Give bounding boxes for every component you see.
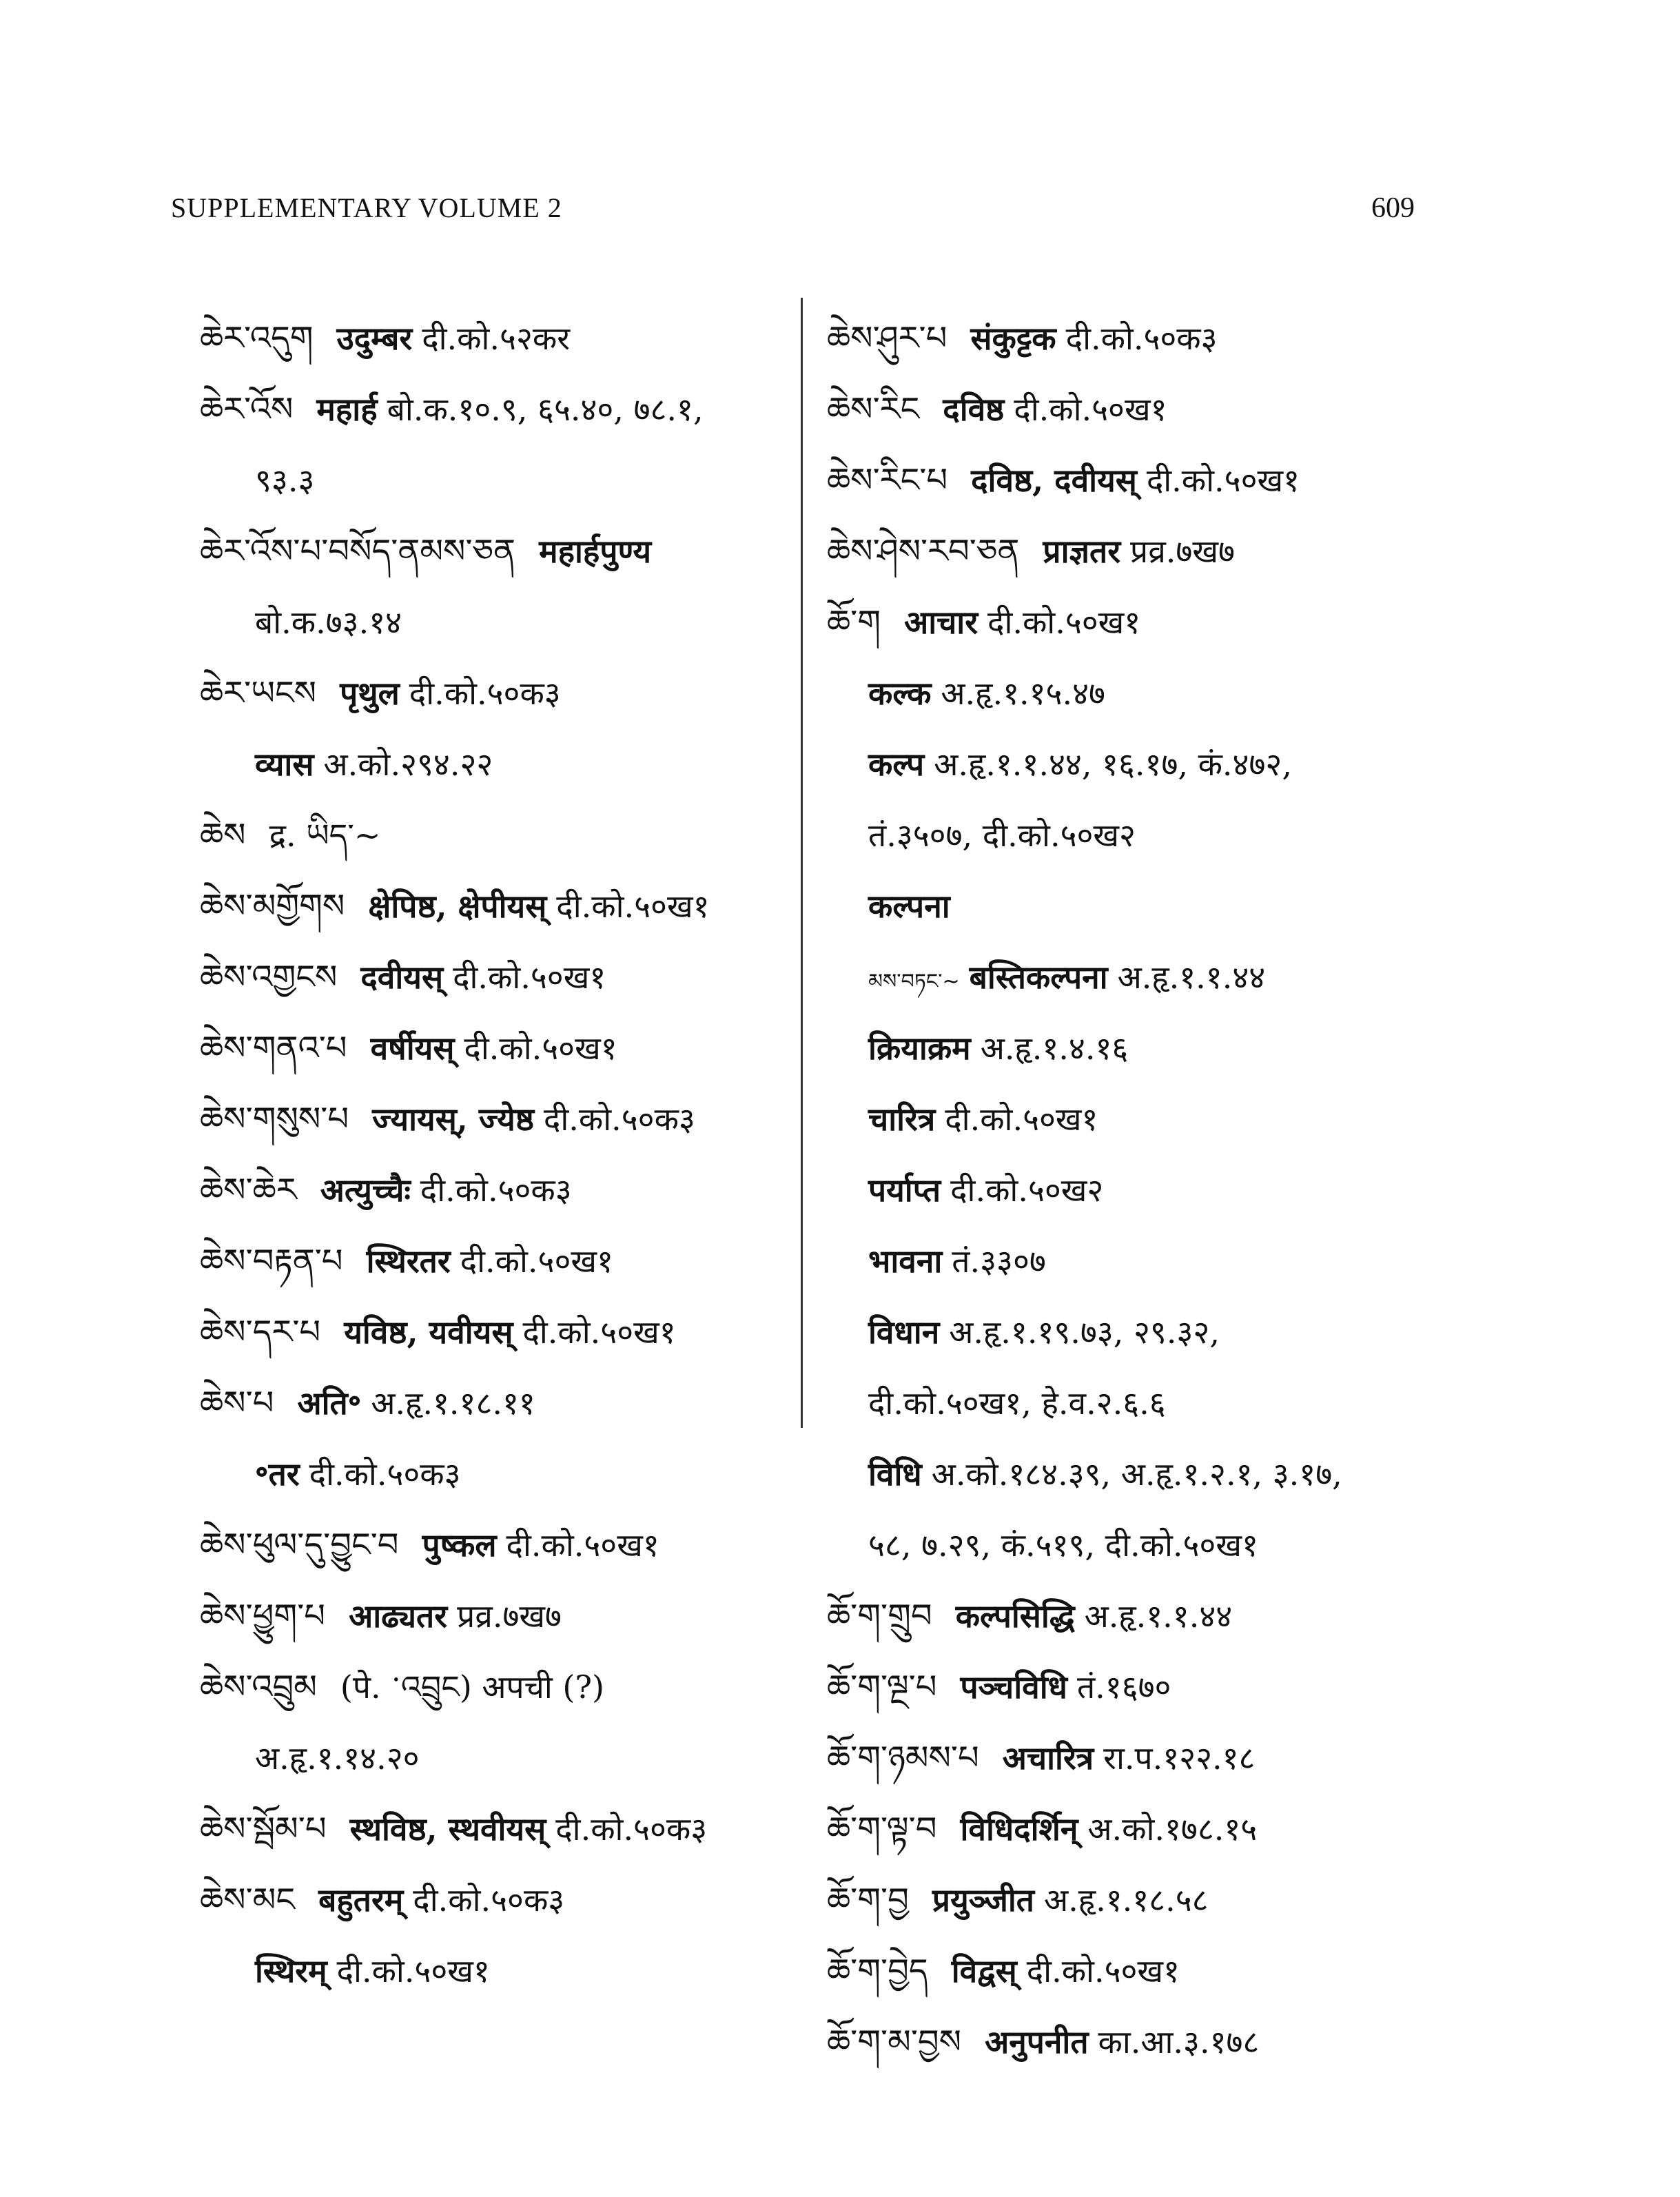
dictionary-line <box>200 658 786 729</box>
dictionary-line <box>200 1084 786 1155</box>
tibetan-sub-headword: མས་བཏང་~ <box>868 970 960 994</box>
tibetan-headword: ཆོ་ག་ཉམས་པ <box>827 1739 979 1777</box>
tibetan-headword: ཆེས་འབྲུམ <box>200 1668 317 1706</box>
sanskrit-equivalent: अति॰ <box>297 1384 362 1422</box>
tibetan-headword: ཆེས་རིང <box>827 390 920 429</box>
sanskrit-equivalent: बस्तिकल्पना <box>969 959 1108 996</box>
tibetan-headword: ཆེས་ཆེར <box>200 1171 297 1209</box>
sanskrit-equivalent: पर्याप्त <box>868 1172 941 1209</box>
dictionary-line <box>200 516 786 587</box>
tibetan-headword: ཆེས <box>200 816 246 855</box>
sanskrit-equivalent: विद्वस् <box>951 1952 1017 1990</box>
tibetan-headword: ཆེས་འགྱངས <box>200 958 338 997</box>
sanskrit-equivalent: विधान <box>868 1314 940 1351</box>
source-reference: द्र. ཡིད་~ <box>269 817 381 854</box>
dictionary-line <box>827 729 1488 800</box>
source-reference: दी.को.५०ख१ <box>1014 391 1167 428</box>
sanskrit-equivalent: कल्पसिद्धि <box>955 1597 1075 1635</box>
sanskrit-equivalent: विधिदर्शिन् <box>960 1810 1078 1848</box>
sanskrit-equivalent: कल्क <box>868 675 932 712</box>
sanskrit-equivalent: भावना <box>868 1243 943 1280</box>
source-reference: प्रव्र.७ख७ <box>1130 533 1235 570</box>
tibetan-headword: ཆེར་འདུག <box>200 319 314 358</box>
source-reference: दी.को.५२कर <box>422 320 571 357</box>
sanskrit-equivalent: उदुम्बर <box>336 320 413 357</box>
dictionary-line <box>200 800 786 871</box>
source-reference: दी.को.५०ख१ <box>460 1243 613 1280</box>
dictionary-line <box>827 658 1488 729</box>
tibetan-headword: ཆེས་རིང་པ <box>827 461 948 500</box>
tibetan-headword: ཆེས་པ <box>200 1384 274 1422</box>
tibetan-headword: ཆོ་ག་ལྔ་པ <box>827 1668 937 1706</box>
sanskrit-equivalent: बहुतरम् <box>318 1881 404 1919</box>
source-reference: अ.हृ.१.१.४४, १६.१७, कं.४७२, <box>934 746 1292 783</box>
tibetan-headword: ཆོ་ག་ལྟ་བ <box>827 1810 937 1848</box>
sanskrit-equivalent: अचारित्र <box>1002 1739 1094 1777</box>
source-reference: दी.को.५०ख१ <box>506 1526 659 1564</box>
right-column <box>827 303 1488 2078</box>
sanskrit-equivalent: अनुपनीत <box>985 2023 1089 2061</box>
dictionary-line <box>827 516 1488 587</box>
sanskrit-equivalent: चारित्र <box>868 1101 936 1138</box>
tibetan-headword: ཆེས་ཕུལ་དུ་བྱུང་བ <box>200 1526 399 1564</box>
tibetan-headword: ཆེས་གནའ་པ <box>200 1029 347 1067</box>
source-reference: दी.को.५०ख२ <box>950 1172 1104 1209</box>
dictionary-line <box>827 800 1488 871</box>
dictionary-line <box>200 1368 786 1439</box>
sanskrit-equivalent: कल्पना <box>868 888 950 925</box>
sanskrit-equivalent: यविष्ठ, यवीयस् <box>344 1314 513 1351</box>
source-reference: ९३.३ <box>255 462 315 499</box>
sanskrit-equivalent: महार्ह <box>316 391 378 428</box>
source-reference: तं.३३०७ <box>952 1243 1046 1280</box>
sanskrit-equivalent: स्थिरतर <box>366 1243 451 1280</box>
source-reference: दी.को.५०क३ <box>413 1881 565 1919</box>
dictionary-line <box>827 374 1488 445</box>
tibetan-headword: ཆོ་ག་གྲུབ <box>827 1597 932 1635</box>
dictionary-line <box>200 1865 786 1936</box>
source-reference: अ.हृ.१.१.४४ <box>1084 1597 1233 1635</box>
source-reference: बो.क.१०.९, ६५.४०, ७८.१, <box>387 391 704 428</box>
dictionary-line <box>827 2007 1488 2078</box>
sanskrit-equivalent: संकुट्टक <box>970 320 1056 357</box>
sanskrit-equivalent: क्षेपिष्ठ, क्षेपीयस् <box>368 888 547 925</box>
dictionary-line <box>200 374 786 445</box>
tibetan-headword: ཆོ་ག་མ་བྱས <box>827 2023 962 2061</box>
tibetan-headword: ཆེར་འོས <box>200 390 294 429</box>
source-reference: तं.१६७० <box>1076 1668 1171 1706</box>
dictionary-line <box>827 303 1488 374</box>
dictionary-line <box>827 1368 1488 1439</box>
dictionary-line <box>827 1084 1488 1155</box>
sanskrit-equivalent: दविष्ठ <box>943 391 1005 428</box>
tibetan-headword: ཆོ་ག <box>827 603 881 642</box>
dictionary-line <box>200 1652 786 1723</box>
source-reference: दी.को.५०क३ <box>1065 320 1218 357</box>
tibetan-headword: ཆེར་འོས་པ་བསོད་ནམས་ཅན <box>200 532 516 571</box>
dictionary-line <box>827 1794 1488 1865</box>
dictionary-line <box>827 1581 1488 1652</box>
source-reference: प्रव्र.७ख७ <box>457 1597 562 1635</box>
source-reference: अ.को.१७८.१५ <box>1087 1810 1258 1848</box>
dictionary-line <box>200 1297 786 1368</box>
dictionary-line <box>200 587 786 658</box>
sanskrit-equivalent: प्रयुञ्जीत <box>932 1881 1035 1919</box>
dictionary-line <box>827 942 1488 1013</box>
dictionary-line <box>827 445 1488 516</box>
sanskrit-equivalent: आढ्यतर <box>349 1597 448 1635</box>
dictionary-line <box>827 1155 1488 1226</box>
tibetan-headword: ཆེས་དར་པ <box>200 1313 321 1351</box>
dictionary-line <box>827 1723 1488 1794</box>
tibetan-headword: ཆེས་མང <box>200 1881 296 1919</box>
source-reference: दी.को.५०ख१ <box>987 604 1141 641</box>
page-number: 609 <box>1371 192 1415 224</box>
dictionary-line <box>200 1155 786 1226</box>
source-reference: (पे. ॱའབྲུང) अपची (?) <box>340 1668 604 1706</box>
source-reference: दी.को.५०क३ <box>543 1101 695 1138</box>
left-column <box>200 303 786 2007</box>
tibetan-headword: ཆེས་ཕྱུག་པ <box>200 1597 326 1635</box>
source-reference: दी.को.५०ख१ <box>1026 1952 1180 1990</box>
tibetan-headword: ཆེས་ཤུར་པ <box>827 319 947 358</box>
source-reference: बो.क.७३.१४ <box>255 604 402 641</box>
dictionary-line <box>200 1723 786 1794</box>
source-reference: दी.को.५०ख१ <box>336 1952 490 1990</box>
source-reference: का.आ.३.१७८ <box>1098 2023 1260 2061</box>
dictionary-line <box>827 1936 1488 2007</box>
dictionary-line <box>200 1439 786 1510</box>
sanskrit-equivalent: अत्युच्चैः <box>320 1172 411 1209</box>
source-reference: अ.को.१८४.३९, अ.हृ.१.२.१, ३.१७, <box>931 1455 1342 1493</box>
running-head: SUPPLEMENTARY VOLUME 2 <box>171 192 562 223</box>
source-reference: दी.को.५०क३ <box>420 1172 572 1209</box>
source-reference: दी.को.५०ख१ <box>556 888 710 925</box>
dictionary-line <box>827 1510 1488 1581</box>
dictionary-line <box>827 1865 1488 1936</box>
dictionary-line <box>827 1226 1488 1297</box>
tibetan-headword: ཆེས་གསུས་པ <box>200 1100 349 1138</box>
tibetan-headword: ཆེས་སྦོམ་པ <box>200 1810 327 1848</box>
source-reference: दी.को.५०ख१ <box>522 1314 676 1351</box>
source-reference: दी.को.५०क३ <box>409 675 561 712</box>
dictionary-line <box>827 1652 1488 1723</box>
dictionary-line <box>200 729 786 800</box>
dictionary-line <box>200 942 786 1013</box>
sanskrit-equivalent: व्यास <box>255 746 314 783</box>
tibetan-headword: ཆོ་ག་བྱེད <box>827 1952 928 1990</box>
sanskrit-equivalent: ॰तर <box>255 1455 300 1493</box>
source-reference: रा.प.१२२.१८ <box>1103 1739 1256 1777</box>
sanskrit-equivalent: पुष्कल <box>422 1526 497 1564</box>
source-reference: दी.को.५०ख१ <box>464 1030 617 1067</box>
sanskrit-equivalent: आचार <box>904 604 979 641</box>
tibetan-headword: ཆེས་བརྟན་པ <box>200 1242 343 1280</box>
dictionary-line <box>827 1297 1488 1368</box>
dictionary-line <box>200 445 786 516</box>
dictionary-line <box>827 1013 1488 1084</box>
sanskrit-equivalent: प्राज्ञतर <box>1043 533 1121 570</box>
sanskrit-equivalent: क्रियाक्रम <box>868 1030 971 1067</box>
source-reference: दी.को.५०ख१ <box>453 959 606 996</box>
sanskrit-equivalent: वर्षीयस् <box>370 1030 455 1067</box>
source-reference: दी.को.५०ख१ <box>1146 462 1300 499</box>
tibetan-headword: ཆེས་མགྱོགས <box>200 887 345 926</box>
dictionary-line <box>200 1581 786 1652</box>
sanskrit-equivalent: विधि <box>868 1455 922 1493</box>
source-reference: अ.हृ.१.४.१६ <box>980 1030 1129 1067</box>
source-reference: अ.हृ.१.१५.४७ <box>941 675 1105 712</box>
source-reference: दी.को.५०ख१, हे.व.२.६.६ <box>868 1384 1166 1422</box>
dictionary-line <box>200 1936 786 2007</box>
source-reference: दी.को.५०ख१ <box>945 1101 1098 1138</box>
source-reference: अ.हृ.१.१९.७३, २९.३२, <box>949 1314 1220 1351</box>
sanskrit-equivalent: स्थविष्ठ, स्थवीयस् <box>349 1810 546 1848</box>
source-reference: तं.३५०७, दी.को.५०ख२ <box>868 817 1136 854</box>
column-divider <box>801 298 803 1428</box>
tibetan-headword: ཆོ་ག་བྱ <box>827 1881 909 1919</box>
dictionary-line <box>200 1510 786 1581</box>
source-reference: दी.को.५०क३ <box>555 1810 708 1848</box>
source-reference: ५८, ७.२९, कं.५१९, दी.को.५०ख१ <box>868 1526 1258 1564</box>
sanskrit-equivalent: दविष्ठ, दवीयस् <box>971 462 1137 499</box>
dictionary-line <box>200 1226 786 1297</box>
sanskrit-equivalent: दवीयस् <box>360 959 444 996</box>
source-reference: अ.हृ.१.१८.५८ <box>1044 1881 1209 1919</box>
dictionary-line <box>827 1439 1488 1510</box>
source-reference: अ.हृ.१.१.४४ <box>1117 959 1266 996</box>
dictionary-line <box>200 303 786 374</box>
sanskrit-equivalent: स्थिरम् <box>255 1952 327 1990</box>
dictionary-line <box>200 871 786 942</box>
dictionary-line <box>200 1794 786 1865</box>
dictionary-line <box>200 1013 786 1084</box>
sanskrit-equivalent: पृथुल <box>340 675 400 712</box>
tibetan-headword: ཆེས་ཤེས་རབ་ཅན <box>827 532 1020 571</box>
dictionary-line <box>827 587 1488 658</box>
sanskrit-equivalent: कल्प <box>868 746 925 783</box>
dictionary-line <box>827 871 1488 942</box>
sanskrit-equivalent: महार्हपुण्य <box>539 533 652 570</box>
sanskrit-equivalent: पञ्चविधि <box>960 1668 1067 1706</box>
source-reference: अ.हृ.१.१४.२० <box>255 1739 420 1777</box>
source-reference: अ.को.२९४.२२ <box>323 746 493 783</box>
source-reference: अ.हृ.१.१८.११ <box>371 1384 535 1422</box>
source-reference: दी.को.५०क३ <box>309 1455 461 1493</box>
tibetan-headword: ཆེར་ཡངས <box>200 674 317 713</box>
sanskrit-equivalent: ज्यायस्, ज्येष्ठ <box>372 1101 534 1138</box>
